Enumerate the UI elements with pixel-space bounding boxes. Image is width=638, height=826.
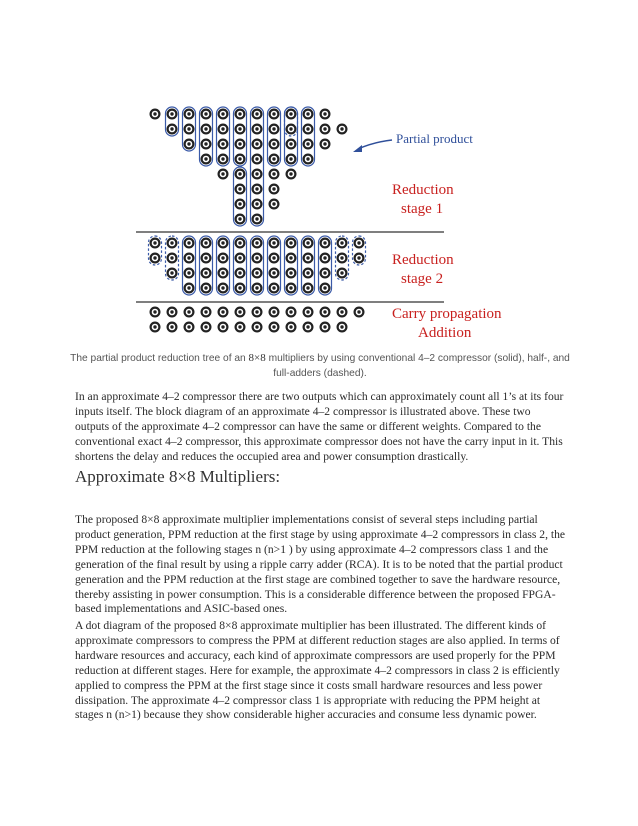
partial-product-dot-center — [289, 112, 292, 115]
final-sum-dot-center — [289, 310, 292, 313]
final-sum-dot-center — [170, 325, 173, 328]
final-sum-dot-center — [238, 310, 241, 313]
stage1-dot-center — [204, 286, 207, 289]
final-sum-dot-center — [170, 310, 173, 313]
stage1-dot-center — [238, 256, 241, 259]
stage1-dot-center — [289, 271, 292, 274]
stage1-dot-center — [357, 241, 360, 244]
stage1-label-line1: Reduction — [392, 182, 454, 198]
paragraph-dot-diagram: A dot diagram of the proposed 8×8 approximate multiplier has been illustrated. The different kinds of approximate compressors to compress the PPM at different reduction stages are also applied. In terms of hardware resources and accuracy, each kind of approximate compressors are used properly for the PPM reduction at different stages. Here for example, the approximate 4–2 compressors in class 2 is efficiently applied to compress the PPM at the first stage since it costs small hardware resources and less power dissipation. The approximate 4–2 compressor class 1 is appropriate with reducing the PPM height at stages n (n>1) because they show considerable higher accuracies and consume less dynamic power. — [75, 619, 560, 722]
stage1-dot-center — [272, 271, 275, 274]
partial-product-dot-center — [255, 157, 258, 160]
partial-product-dot-center — [204, 157, 207, 160]
partial-product-dot-center — [323, 142, 326, 145]
stage1-dot-center — [340, 256, 343, 259]
stage1-dot-center — [187, 271, 190, 274]
stage1-dot-center — [187, 241, 190, 244]
partial-product-dot-center — [289, 157, 292, 160]
final-sum-dot-center — [323, 325, 326, 328]
partial-product-dot-center — [272, 142, 275, 145]
stage1-dot-center — [340, 241, 343, 244]
stage1-dot-center — [255, 241, 258, 244]
final-label-line1: Carry propagation — [392, 306, 502, 322]
partial-product-dot-center — [323, 112, 326, 115]
final-sum-dot-center — [272, 325, 275, 328]
arrow-head-icon — [353, 145, 362, 152]
partial-product-arrow-icon — [358, 140, 392, 149]
partial-product-dot-center — [170, 127, 173, 130]
partial-product-dot-center — [238, 157, 241, 160]
final-sum-dot-center — [255, 310, 258, 313]
final-sum-dot-center — [238, 325, 241, 328]
final-sum-dot-center — [306, 310, 309, 313]
final-sum-dot-center — [204, 325, 207, 328]
stage1-dot-center — [153, 256, 156, 259]
partial-product-dot-center — [255, 112, 258, 115]
stage1-label-line2: stage 1 — [401, 201, 444, 217]
partial-product-dot-center — [238, 202, 241, 205]
final-sum-dot-center — [289, 325, 292, 328]
partial-product-dot-center — [187, 142, 190, 145]
stage1-dot-center — [221, 286, 224, 289]
partial-product-dot-center — [238, 142, 241, 145]
partial-product-dot-center — [221, 127, 224, 130]
stage1-dot-center — [238, 241, 241, 244]
partial-product-dot-center — [272, 157, 275, 160]
partial-product-dot-center — [238, 217, 241, 220]
partial-product-dot-center — [238, 127, 241, 130]
stage2-label-line1: Reduction — [392, 252, 454, 268]
final-sum-dot-center — [187, 325, 190, 328]
stage1-dot-center — [340, 271, 343, 274]
stage1-dot-center — [306, 271, 309, 274]
final-sum-dot-center — [153, 325, 156, 328]
stage1-dot-center — [221, 271, 224, 274]
section-heading: Approximate 8×8 Multipliers: — [75, 467, 281, 486]
partial-product-dot-center — [272, 202, 275, 205]
partial-product-dot-center — [255, 217, 258, 220]
partial-product-dot-center — [306, 157, 309, 160]
stage1-dot-center — [272, 256, 275, 259]
partial-product-reduction-figure — [0, 0, 638, 345]
partial-product-dot-center — [340, 127, 343, 130]
partial-product-dot-center — [255, 202, 258, 205]
final-sum-dot-center — [340, 310, 343, 313]
partial-product-dot-center — [323, 127, 326, 130]
partial-product-dot-center — [221, 172, 224, 175]
partial-product-dot-center — [255, 172, 258, 175]
final-label-line2: Addition — [418, 325, 472, 341]
partial-product-dot-center — [221, 142, 224, 145]
final-sum-dot-center — [187, 310, 190, 313]
final-sum-dot-center — [255, 325, 258, 328]
stage1-dot-center — [306, 286, 309, 289]
stage1-dot-center — [170, 256, 173, 259]
partial-product-dot-center — [221, 112, 224, 115]
partial-product-label: Partial product — [396, 131, 473, 146]
stage1-dot-center — [289, 241, 292, 244]
partial-product-dot-center — [272, 172, 275, 175]
final-sum-dot-center — [204, 310, 207, 313]
caption-multiplier: 8×8 — [248, 352, 266, 364]
partial-product-dot-center — [204, 127, 207, 130]
stage1-dot-center — [204, 241, 207, 244]
caption-prefix: The partial product reduction tree of an — [70, 353, 246, 364]
partial-product-dot-center — [306, 112, 309, 115]
partial-product-dot-center — [153, 112, 156, 115]
final-sum-dot-center — [323, 310, 326, 313]
partial-product-dot-center — [238, 112, 241, 115]
final-sum-dot-center — [357, 310, 360, 313]
stage1-dot-center — [255, 286, 258, 289]
stage2-label-line2: stage 2 — [401, 271, 444, 287]
partial-product-dot-center — [238, 187, 241, 190]
partial-product-dot-center — [238, 172, 241, 175]
partial-product-dot-center — [255, 142, 258, 145]
partial-product-dot-center — [272, 127, 275, 130]
final-sum-dot-center — [221, 310, 224, 313]
stage1-dot-center — [323, 256, 326, 259]
caption-suffix: multipliers by using conventional 4–2 compressor (solid), half-, and full-adders (dashed). — [268, 353, 570, 379]
partial-product-dot-center — [306, 127, 309, 130]
stage1-dot-center — [272, 241, 275, 244]
final-sum-dot-center — [272, 310, 275, 313]
stage1-dot-center — [153, 241, 156, 244]
final-sum-dot-center — [153, 310, 156, 313]
stage1-dot-center — [170, 271, 173, 274]
final-sum-dot-center — [306, 325, 309, 328]
partial-product-dot-center — [187, 127, 190, 130]
partial-product-dot-center — [255, 187, 258, 190]
stage1-dot-center — [255, 271, 258, 274]
partial-product-dot-center — [204, 142, 207, 145]
partial-product-dot-center — [221, 157, 224, 160]
stage1-dot-center — [306, 256, 309, 259]
partial-product-dot-center — [187, 112, 190, 115]
paragraph-approximate-compressor: In an approximate 4–2 compressor there are two outputs which can approximately count all 1’s at its four inputs itself. The block diagram of an approximate 4–2 compressor is illustrated above. These two outputs of the approximate 4–2 compressor can have the same or different weights. Compared to the conventional exact 4–2 compressor, this approximate compressor does not have the carry input in it. This shortens the delay and reduces the occupied area and power consumption drastically. — [75, 390, 564, 463]
stage1-dot-center — [170, 241, 173, 244]
partial-product-dot-center — [289, 172, 292, 175]
final-sum-dot-center — [340, 325, 343, 328]
figure-caption — [70, 351, 570, 381]
stage1-dot-center — [221, 241, 224, 244]
partial-product-dot-center — [289, 142, 292, 145]
partial-product-dot-center — [306, 142, 309, 145]
stage1-dot-center — [238, 286, 241, 289]
partial-product-dot-center — [289, 127, 292, 130]
partial-product-dot-center — [170, 112, 173, 115]
stage1-dot-center — [272, 286, 275, 289]
stage1-dot-center — [187, 286, 190, 289]
partial-product-dot-center — [272, 112, 275, 115]
stage1-dot-center — [323, 271, 326, 274]
stage1-dot-center — [187, 256, 190, 259]
final-sum-dot-center — [221, 325, 224, 328]
stage1-dot-center — [238, 271, 241, 274]
stage1-dot-center — [289, 286, 292, 289]
partial-product-dot-center — [255, 127, 258, 130]
stage1-dot-center — [289, 256, 292, 259]
stage1-dot-center — [306, 241, 309, 244]
stage1-dot-center — [255, 256, 258, 259]
stage1-dot-center — [204, 256, 207, 259]
stage1-dot-center — [323, 241, 326, 244]
partial-product-dot-center — [204, 112, 207, 115]
stage1-dot-center — [221, 256, 224, 259]
stage1-dot-center — [323, 286, 326, 289]
stage1-dot-center — [204, 271, 207, 274]
paragraph-implementation: The proposed 8×8 approximate multiplier implementations consist of several steps including partial product generation, PPM reduction at the first stage by using approximate 4–2 compressors in class 2, the PPM reduction at the following stages n (n>1 ) by using approximate 4–2 compressors class 1 and the generation of the final result by using a ripple carry adder (RCA). It is to be noted that the partial product generation and the PPM reduction at the first stage are combined together to save the hardware resource, thereby assisting in power consumption. This is a considerable difference between the proposed FPGA-based implementations and ASIC-based ones. — [75, 513, 566, 616]
stage1-dot-center — [357, 256, 360, 259]
partial-product-dot-center — [272, 187, 275, 190]
